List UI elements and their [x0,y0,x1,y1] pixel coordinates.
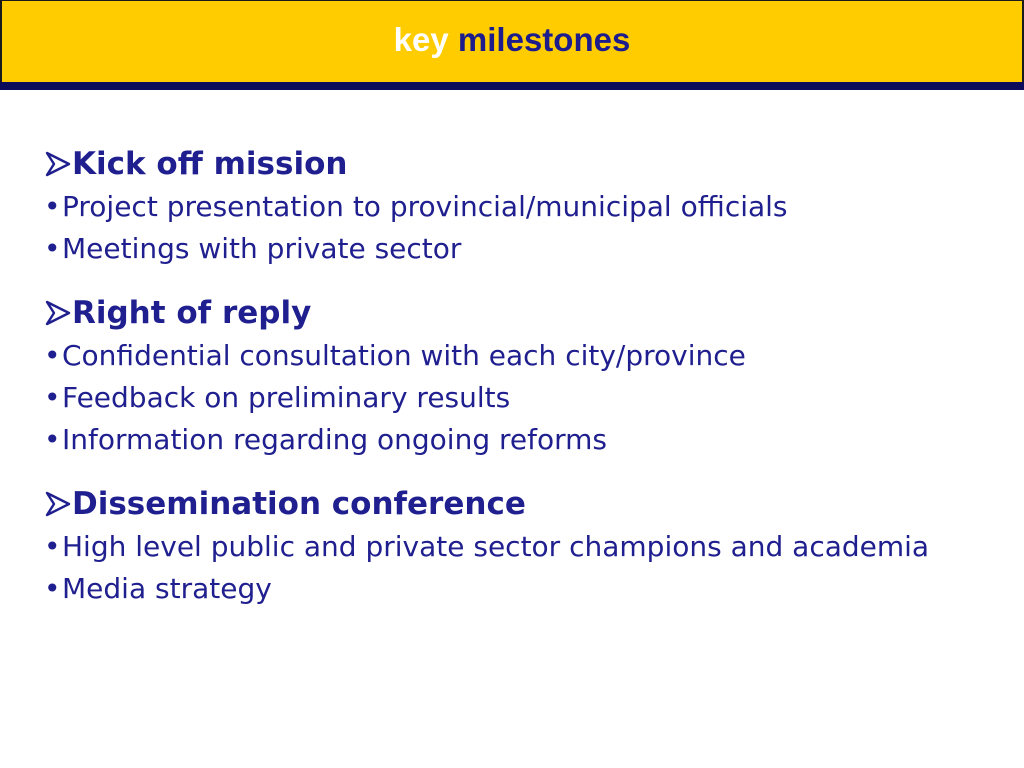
slide-title [0,18,1024,62]
section-heading [44,482,1002,526]
arrow-bullet-icon [44,300,72,326]
arrow-bullet-icon [44,151,72,177]
list-item [44,419,1002,461]
content-body [44,142,1002,631]
list-item [44,186,1002,228]
title-main: milestones [457,21,631,58]
list-item-text: Meetings with private sector [62,232,462,265]
list-item [44,228,1002,270]
section-right-of-reply [44,291,1002,461]
bullet-dot: • [44,232,61,265]
section-heading [44,291,1002,335]
section-dissemination [44,482,1002,610]
section-heading-text: Right of reply [72,295,312,331]
bullet-dot: • [44,572,61,605]
list-item-text: Media strategy [62,572,272,605]
bullet-dot: • [44,423,61,456]
list-item-text: Feedback on preliminary results [62,381,511,414]
arrow-bullet-icon [44,491,72,517]
bullet-dot: • [44,339,61,372]
bullet-dot: • [44,530,61,563]
header-rule [0,82,1024,90]
list-item [44,335,1002,377]
section-heading-text: Dissemination conference [72,486,526,522]
list-item-text: Project presentation to provincial/municipal officials [62,190,788,223]
bullet-dot: • [44,381,61,414]
list-item-text: Confidential consultation with each city/province [62,339,746,372]
title-prefix: key [393,21,449,58]
list-item [44,568,1002,610]
section-kick-off [44,142,1002,270]
section-heading-text: Kick off mission [72,146,348,182]
list-item [44,526,1002,568]
bullet-dot: • [44,190,61,223]
list-item [44,377,1002,419]
list-item-text: Information regarding ongoing reforms [62,423,608,456]
list-item-text: High level public and private sector champions and academia [62,530,930,563]
section-heading [44,142,1002,186]
